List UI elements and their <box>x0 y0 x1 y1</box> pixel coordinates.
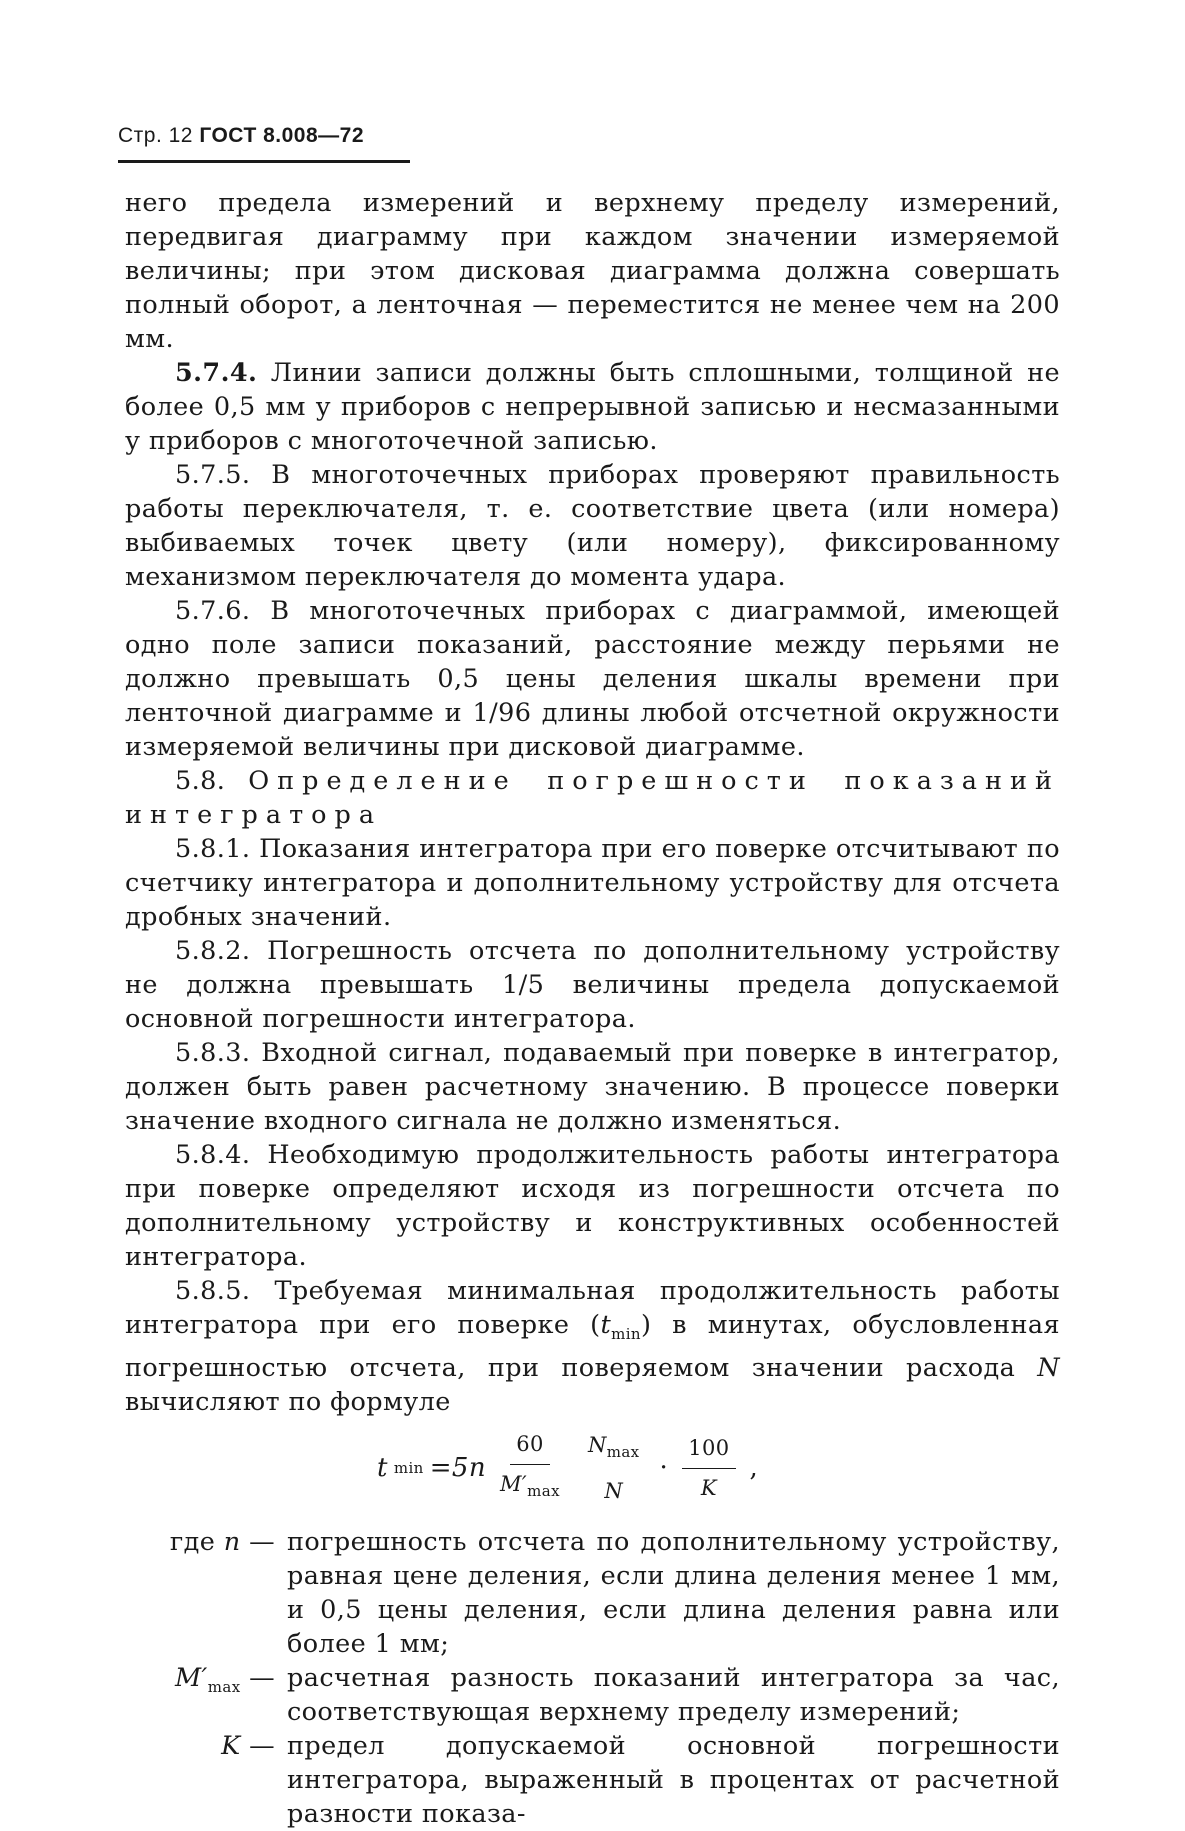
symbol-n: N <box>587 1432 607 1457</box>
definition-text: расчетная разность показаний интегратора за час, соответствующая верхнему пределу измерений; <box>287 1663 1060 1728</box>
definition-m-max <box>125 1661 1060 1729</box>
clause-number: 5.7.5. <box>175 460 251 490</box>
formula-equals: =5n <box>429 1452 487 1483</box>
page-header <box>118 124 364 148</box>
definitions-list <box>125 1525 1060 1831</box>
clause-5-8-3 <box>125 1036 1060 1138</box>
term-subscript: max <box>207 1678 241 1697</box>
term-symbol: M′ <box>175 1663 208 1694</box>
fraction-numerator: 100 <box>682 1431 735 1469</box>
clause-5-8-2 <box>125 934 1060 1036</box>
definition-term <box>125 1525 287 1661</box>
symbol-n: N <box>1037 1353 1060 1384</box>
formula-lhs-subscript: min <box>393 1458 424 1477</box>
term-dash: — <box>249 1663 275 1694</box>
clause-5-7-5 <box>125 458 1060 594</box>
section-title: Определение погрешности показаний интегратора <box>125 766 1060 830</box>
clause-number: 5.7.4. <box>175 358 258 388</box>
fraction-denominator: N <box>604 1478 624 1503</box>
formula-lhs: t <box>377 1452 388 1483</box>
section-heading-5-8 <box>125 764 1060 832</box>
fraction-100-over-k <box>682 1431 735 1505</box>
clause-number: 5.7.6. <box>175 596 251 626</box>
formula-comma: , <box>749 1452 759 1483</box>
subscript-max: max <box>606 1442 640 1461</box>
document-body <box>125 186 1060 1831</box>
clause-number: 5.8.4. <box>175 1140 251 1170</box>
fraction-numerator <box>582 1428 646 1472</box>
formula <box>377 1427 758 1508</box>
fraction-nmax-over-n <box>582 1428 646 1508</box>
clause-text: В многоточечных приборах проверяют правильность работы переключателя, т. е. соответствие цвета (или номера) выбиваемых точек цвету (или номеру), фиксированному механизмом переключателя до момента удара. <box>125 460 1060 592</box>
symbol-t-subscript: min <box>611 1325 641 1344</box>
fraction-numerator: 60 <box>510 1427 550 1465</box>
fraction-denominator: K <box>700 1475 717 1500</box>
paragraph-continuation <box>125 186 1060 356</box>
definition-term <box>125 1729 287 1831</box>
clause-number: 5.8.2. <box>175 936 251 966</box>
term-dash: — <box>249 1731 275 1762</box>
header-rule <box>118 160 410 163</box>
term-symbol: K <box>221 1731 241 1762</box>
clause-text: Требуемая минимальная продолжительность работы интегратора при его поверке ( <box>125 1276 1060 1340</box>
definition-term <box>125 1661 287 1729</box>
clause-text: Входной сигнал, подаваемый при поверке в интегратор, должен быть равен расчетному значению. В процессе поверки значение входного сигнала не должно изменяться. <box>125 1038 1060 1136</box>
multiply-dot: · <box>659 1452 669 1483</box>
formula-block <box>125 1419 1060 1525</box>
term-dash: — <box>249 1527 275 1558</box>
clause-number: 5.8.3. <box>175 1038 251 1068</box>
fraction-60-over-m <box>500 1427 560 1508</box>
section-number: 5.8. <box>175 766 226 796</box>
definition-k <box>125 1729 1060 1831</box>
paragraph-text: него предела измерений и верхнему пределу измерений, передвигая диаграмму при каждом значении измеряемой величины; при этом дисковая диаграмма должна совершать полный оборот, а ленточная — переместится не менее чем на 200 мм. <box>125 188 1060 354</box>
definition-n <box>125 1525 1060 1661</box>
clause-5-7-4 <box>125 356 1060 458</box>
clause-5-8-4 <box>125 1138 1060 1274</box>
fraction-denominator <box>500 1465 560 1508</box>
symbol-t: t <box>600 1310 612 1340</box>
subscript-max: max <box>527 1482 560 1501</box>
term-prefix: где <box>169 1527 216 1558</box>
clause-5-7-6 <box>125 594 1060 764</box>
clause-text: ) в минутах, обусловленная погрешностью отсчета, при поверяемом значении расхода <box>125 1310 1060 1384</box>
clause-text: В многоточечных приборах с диаграммой, имеющей одно поле записи показаний, расстояние между перьями не должно превышать 0,5 цены деления шкалы времени при ленточной диаграмме и 1/96 длины любой отсчетной окружности измеряемой величины при дисковой диаграмме. <box>125 596 1060 762</box>
clause-5-8-1 <box>125 832 1060 934</box>
term-symbol: n <box>223 1527 241 1558</box>
clause-text: Погрешность отсчета по дополнительному устройству не должна превышать 1/5 величины предела допускаемой основной погрешности интегратора. <box>125 936 1060 1034</box>
clause-number: 5.8.1. <box>175 834 251 864</box>
symbol-m-prime: M′ <box>500 1472 528 1497</box>
definition-text: погрешность отсчета по дополнительному устройству, равная цене деления, если длина деления менее 1 мм, и 0,5 цены деления, если длина деления равна или более 1 мм; <box>287 1527 1060 1660</box>
standard-code: ГОСТ 8.008—72 <box>199 124 365 147</box>
clause-5-8-5 <box>125 1274 1060 1419</box>
clause-text: Показания интегратора при его поверке отсчитывают по счетчику интегратора и дополнительному устройству для отсчета дробных значений. <box>125 834 1060 932</box>
clause-number: 5.8.5. <box>175 1276 251 1306</box>
definition-text: предел допускаемой основной погрешности интегратора, выраженный в процентах от расчетной разности показа- <box>287 1731 1060 1830</box>
clause-text: Линии записи должны быть сплошными, толщиной не более 0,5 мм у приборов с непрерывной записью и несмазанными у приборов с многоточечной записью. <box>125 358 1060 456</box>
clause-text: вычисляют по формуле <box>125 1387 451 1418</box>
clause-text: Необходимую продолжительность работы интегратора при поверке определяют исходя из погрешности отсчета по дополнительному устройству и конструктивных особенностей интегратора. <box>125 1140 1060 1272</box>
page-number: Стр. 12 <box>118 124 193 147</box>
